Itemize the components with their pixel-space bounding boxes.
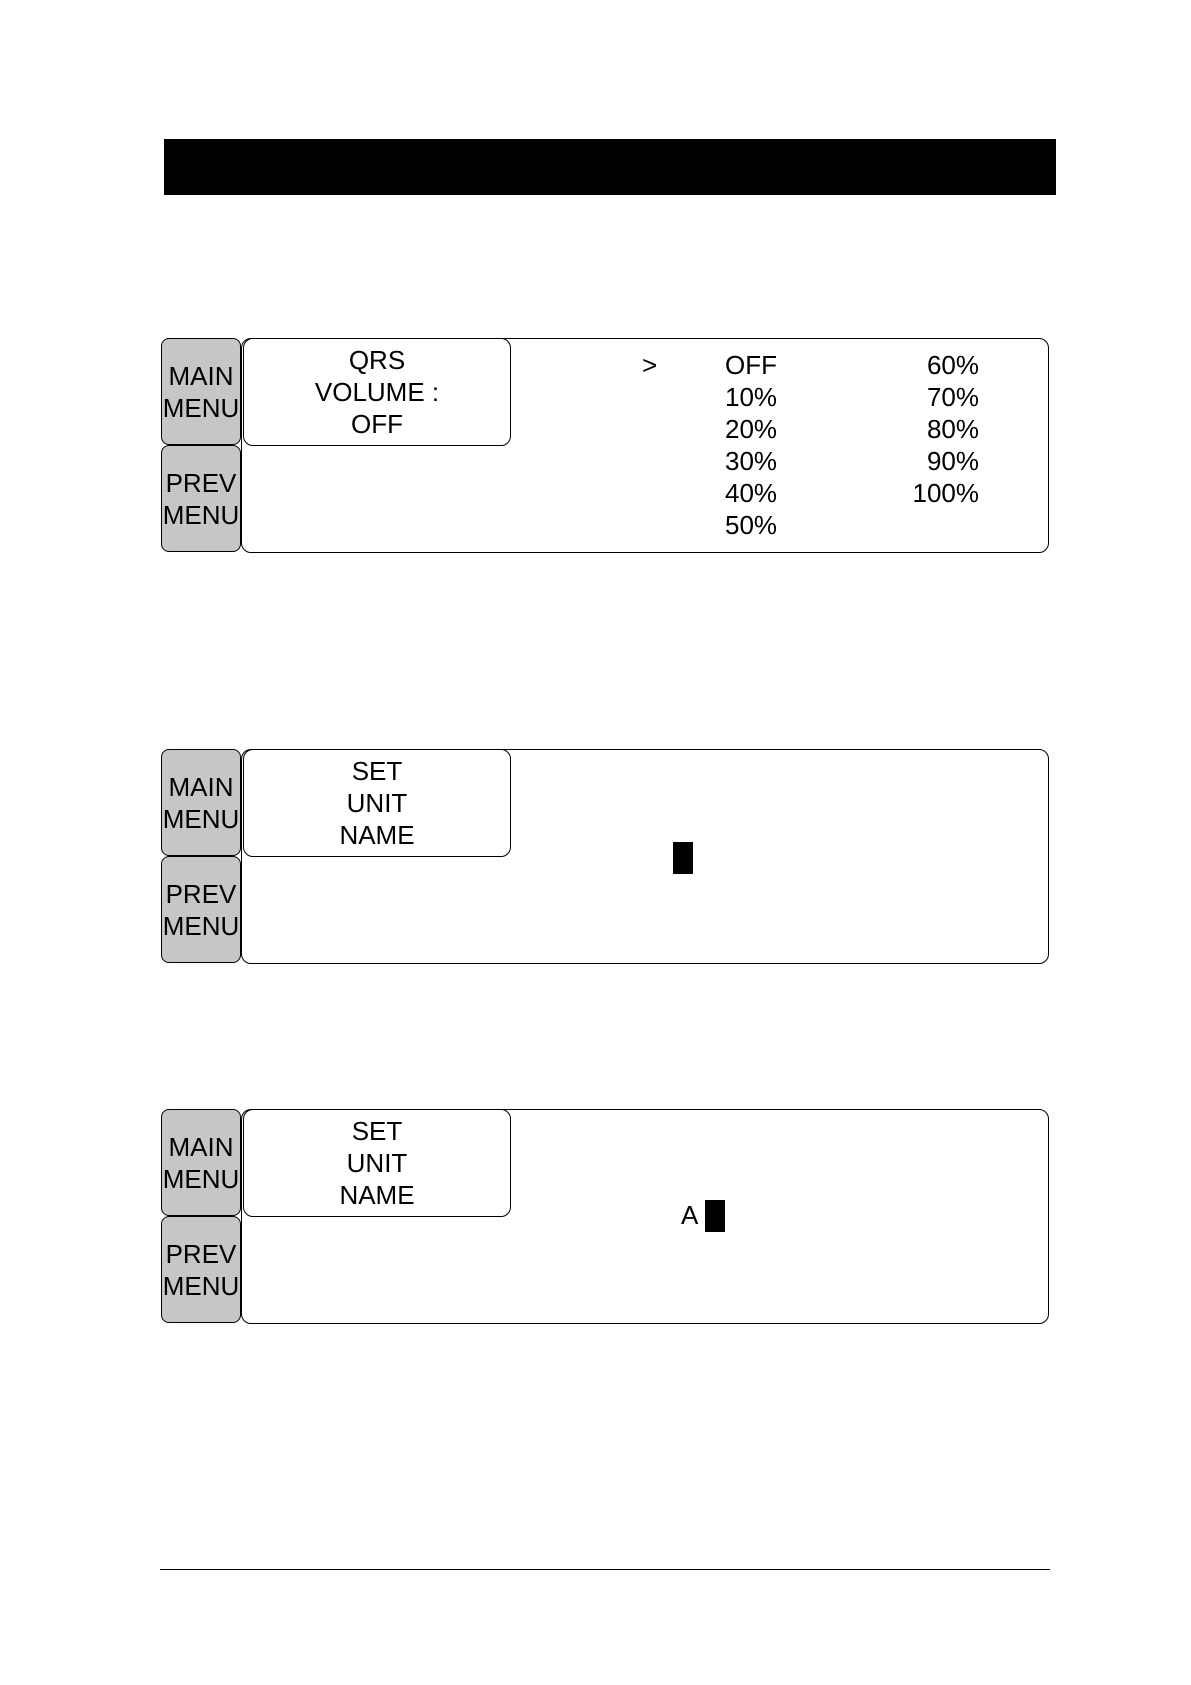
main-menu-button[interactable] <box>161 749 241 856</box>
prev-menu-button[interactable] <box>161 856 241 963</box>
prev-menu-label-line1: PREV <box>165 1238 237 1269</box>
option-20[interactable]: 20% <box>725 414 778 444</box>
footer-rule <box>160 1569 1050 1570</box>
title-line2: VOLUME : <box>314 377 440 407</box>
prev-menu-label-line1: PREV <box>165 878 237 909</box>
main-menu-button[interactable] <box>161 1109 241 1216</box>
option-10[interactable]: 10% <box>725 382 778 412</box>
selection-arrow: > <box>642 350 658 380</box>
option-100[interactable]: 100% <box>912 478 979 508</box>
main-menu-label-line2: MENU <box>162 392 240 423</box>
set-unit-name-panel-typed <box>161 1109 1049 1324</box>
option-40[interactable]: 40% <box>725 478 778 508</box>
option-80[interactable]: 80% <box>926 414 979 444</box>
qrs-volume-panel <box>161 338 1049 553</box>
prev-menu-label-line2: MENU <box>162 910 240 941</box>
option-30[interactable]: 30% <box>725 446 778 476</box>
screen-title <box>243 1109 511 1217</box>
main-menu-label-line1: MAIN <box>168 771 234 802</box>
prev-menu-label-line1: PREV <box>165 467 237 498</box>
option-50[interactable]: 50% <box>725 510 778 540</box>
unit-name-text[interactable]: A <box>681 1200 699 1230</box>
title-line3: NAME <box>339 820 415 850</box>
screen-title <box>243 749 511 857</box>
screen-title <box>243 338 511 446</box>
main-menu-label-line1: MAIN <box>168 1131 234 1162</box>
main-menu-label-line2: MENU <box>162 803 240 834</box>
prev-menu-button[interactable] <box>161 445 241 552</box>
option-90[interactable]: 90% <box>926 446 979 476</box>
option-70[interactable]: 70% <box>926 382 979 412</box>
main-menu-button[interactable] <box>161 338 241 445</box>
title-line3: OFF <box>351 409 403 439</box>
title-line2: UNIT <box>346 1148 408 1178</box>
set-unit-name-panel-empty <box>161 749 1049 964</box>
title-line1: SET <box>351 1116 403 1146</box>
main-menu-label-line2: MENU <box>162 1163 240 1194</box>
main-menu-label-line1: MAIN <box>168 360 234 391</box>
title-line3: NAME <box>339 1180 415 1210</box>
option-off[interactable]: OFF <box>725 350 777 380</box>
prev-menu-label-line2: MENU <box>162 1270 240 1301</box>
title-line1: SET <box>351 756 403 786</box>
prev-menu-label-line2: MENU <box>162 499 240 530</box>
prev-menu-button[interactable] <box>161 1216 241 1323</box>
text-cursor <box>673 842 693 874</box>
title-line2: UNIT <box>346 788 408 818</box>
title-line1: QRS <box>348 345 406 375</box>
option-60[interactable]: 60% <box>926 350 979 380</box>
text-cursor <box>705 1200 725 1232</box>
header-bar <box>164 139 1056 195</box>
